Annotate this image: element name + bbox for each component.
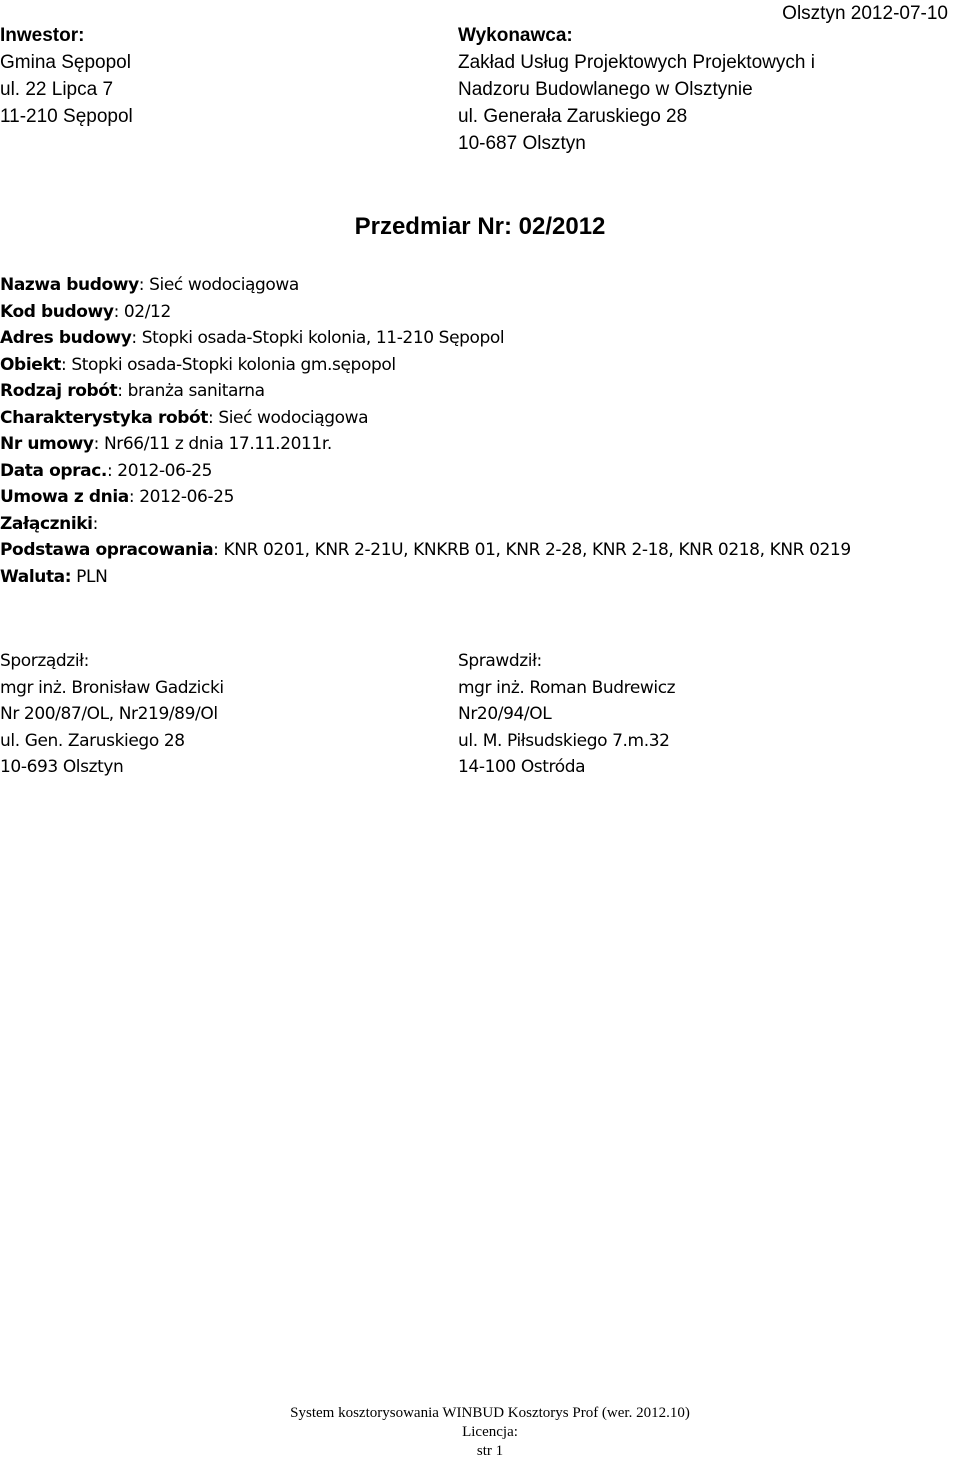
detail-value: : KNR 0201, KNR 2-21U, KNKRB 01, KNR 2-28, KNR 2-18, KNR 0218, KNR 0219 — [213, 540, 851, 560]
detail-value: : Sieć wodociągowa — [138, 275, 299, 295]
detail-label: Nazwa budowy — [0, 275, 139, 295]
contractor-block — [458, 22, 815, 157]
detail-label: Kod budowy — [0, 301, 114, 322]
checked-by-line: ul. M. Piłsudskiego 7.m.32 — [458, 730, 670, 751]
detail-value: : Nr66/11 z dnia 17.11.2011r. — [93, 434, 332, 454]
detail-label: Charakterystyka robót — [0, 407, 208, 428]
detail-row-prepared-date — [0, 458, 851, 485]
detail-row-contract-number — [0, 431, 851, 458]
detail-value: : Sieć wodociągowa — [208, 407, 369, 428]
detail-label: Nr umowy — [0, 434, 94, 454]
contractor-label: Wykonawca: — [458, 25, 573, 46]
investor-line: 11-210 Sępopol — [0, 106, 133, 127]
checked-by-label: Sprawdził: — [458, 651, 542, 671]
contractor-line: Zakład Usług Projektowych Projektowych i — [458, 52, 815, 73]
detail-value: : Stopki osada-Stopki kolonia gm.sępopol — [61, 354, 396, 375]
detail-row-work-characteristics — [0, 405, 851, 432]
prepared-by-line: Nr 200/87/OL, Nr219/89/Ol — [0, 704, 218, 724]
checked-by-line: Nr20/94/OL — [458, 704, 552, 724]
detail-value: : 2012-06-25 — [106, 460, 213, 481]
detail-label: Rodzaj robót — [0, 381, 118, 401]
detail-row-contract-date — [0, 484, 851, 511]
detail-value: : Stopki osada-Stopki kolonia, 11-210 Sępopol — [131, 328, 505, 348]
detail-label: Załączniki — [0, 513, 93, 534]
detail-value: : 02/12 — [113, 301, 171, 322]
detail-label: Podstawa opracowania — [0, 540, 214, 560]
detail-label: Waluta: — [0, 566, 72, 587]
detail-label: Obiekt — [0, 354, 62, 375]
prepared-by-line: 10-693 Olsztyn — [0, 757, 124, 777]
prepared-by-line: mgr inż. Bronisław Gadzicki — [0, 677, 224, 698]
checked-by-line: mgr inż. Roman Budrewicz — [458, 677, 676, 698]
document-date: Olsztyn 2012-07-10 — [782, 3, 948, 24]
detail-row-code — [0, 299, 851, 326]
contractor-line: Nadzoru Budowlanego w Olsztynie — [458, 79, 753, 100]
detail-value: : — [92, 513, 98, 534]
checked-by-block — [458, 648, 675, 781]
detail-value: : 2012-06-25 — [128, 487, 235, 507]
investor-line: ul. 22 Lipca 7 — [0, 79, 114, 100]
detail-row-currency — [0, 564, 851, 591]
page-footer — [0, 1404, 960, 1461]
footer-system: System kosztorysowania WINBUD Kosztorys Prof (wer. 2012.10) — [290, 1405, 690, 1421]
detail-row-basis — [0, 537, 851, 564]
prepared-by-block — [0, 648, 224, 781]
detail-label: Adres budowy — [0, 328, 132, 348]
investor-line: Gmina Sępopol — [0, 52, 131, 73]
contractor-line: 10-687 Olsztyn — [458, 133, 586, 154]
document-title: Przedmiar Nr: 02/2012 — [354, 213, 606, 240]
detail-row-object — [0, 352, 851, 379]
detail-row-work-type — [0, 378, 851, 405]
footer-license: Licencja: — [462, 1424, 518, 1440]
detail-row-address — [0, 325, 851, 352]
detail-row-attachments — [0, 511, 851, 538]
prepared-by-label: Sporządził: — [0, 651, 89, 671]
contractor-line: ul. Generała Zaruskiego 28 — [458, 106, 688, 127]
project-details — [0, 272, 851, 590]
checked-by-line: 14-100 Ostróda — [458, 757, 586, 777]
detail-value: : branża sanitarna — [117, 381, 265, 401]
detail-label: Umowa z dnia — [0, 487, 129, 507]
investor-label: Inwestor: — [0, 25, 85, 46]
footer-page-number: str 1 — [476, 1443, 504, 1459]
detail-row-name — [0, 272, 851, 299]
prepared-by-line: ul. Gen. Zaruskiego 28 — [0, 730, 185, 751]
detail-value: PLN — [71, 566, 108, 587]
detail-label: Data oprac. — [0, 460, 107, 481]
investor-block — [0, 22, 133, 130]
